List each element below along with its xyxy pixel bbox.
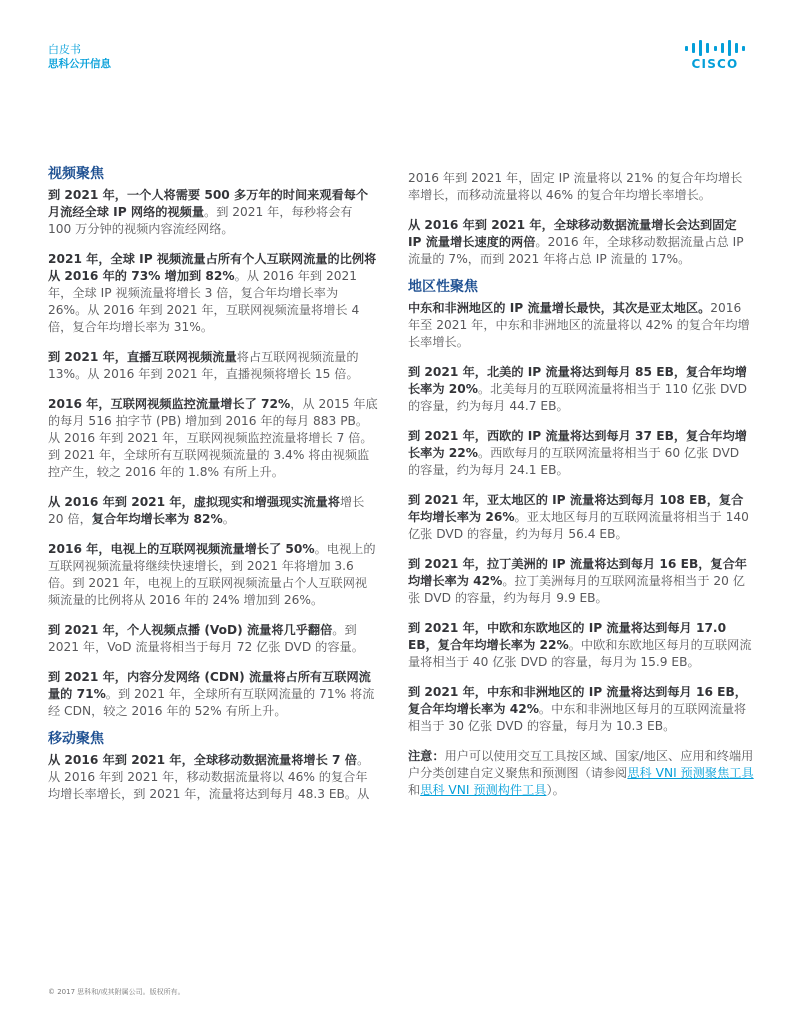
- paragraph: 到 2021 年，亚太地区的 IP 流量将达到每月 108 EB，复合年均增长率为 26%。亚太地区每月的互联网流量将相当于 140 亿张 DVD 的容量，约为每月 56.4 EB。: [408, 493, 749, 541]
- paragraph: 到 2021 年，拉丁美洲的 IP 流量将达到每月 16 EB，复合年均增长率为 42%。拉丁美洲每月的互联网流量将相当于 20 亿张 DVD 的容量，约为每月 9.9 EB。: [408, 557, 747, 605]
- cisco-logo-bars-icon: [685, 40, 745, 56]
- paragraph: 到 2021 年，中欧和东欧地区的 IP 流量将达到每月 17.0 EB，复合年均增长率为 22%。中欧和东欧地区每月的互联网流量将相当于 40 亿张 DVD 的容量，每月为 15.9 EB。: [408, 621, 752, 669]
- paragraph: 到 2021 年，个人视频点播 (VoD) 流量将几乎翻倍。到 2021 年，VoD 流量将相当于每月 72 亿张 DVD 的容量。: [48, 623, 364, 654]
- section-title-video: 视频聚焦: [48, 166, 104, 182]
- section-title-mobile: 移动聚焦: [48, 731, 104, 747]
- paragraph: 从 2016 年到 2021 年，虚拟现实和增强现实流量将增长 20 倍，复合年均增长率为 82%。: [48, 495, 365, 526]
- vni-forecast-highlights-tool-link[interactable]: 思科 VNI 预测聚焦工具: [627, 766, 754, 780]
- paragraph: 2016 年到 2021 年，固定 IP 流量将以 21% 的复合年均增长率增长，而移动流量将以 46% 的复合年均增长率增长。: [408, 171, 743, 202]
- paragraph: 从 2016 年到 2021 年，全球移动数据流量增长会达到固定 IP 流量增长速度的两倍。2016 年，全球移动数据流量占总 IP 流量的 7%，而到 2021 年将占总 IP 流量的 17%。: [408, 218, 744, 266]
- right-column: [408, 170, 754, 812]
- paragraph: 到 2021 年，中东和非洲地区的 IP 流量将达到每月 16 EB，复合年均增长率为 42%。中东和非洲地区每月的互联网流量将相当于 30 亿张 DVD 的容量，每月为 10.3 EB。: [408, 685, 747, 733]
- paragraph: 到 2021 年，内容分发网络 (CDN) 流量将占所有互联网流量的 71%。到 2021 年，全球所有互联网流量的 71% 将流经 CDN，较之 2016 年的 52% 有所上升。: [48, 670, 375, 718]
- vni-forecast-widget-tool-link[interactable]: 思科 VNI 预测构件工具: [420, 783, 547, 797]
- paragraph: 到 2021 年，直播互联网视频流量将占互联网视频流量的 13%。从 2016 年到 2021 年，直播视频将增长 15 倍。: [48, 350, 359, 381]
- section-title-regional: 地区性聚焦: [408, 279, 478, 295]
- paragraph: 中东和非洲地区的 IP 流量增长最快，其次是亚太地区。2016 年至 2021 年，中东和非洲地区的流量将以 42% 的复合年均增长率增长。: [408, 301, 750, 349]
- paragraph: 2021 年，全球 IP 视频流量占所有个人互联网流量的比例将从 2016 年的 73% 增加到 82%。从 2016 年到 2021 年，全球 IP 视频流量将增长 3 倍，复合年均增长率为 26%。从 2016 年到 2021 年，互联网视频流量将增长 4 倍，复合年均增长率为 31%。: [48, 252, 377, 334]
- paragraph: 到 2021 年，一个人将需要 500 多万年的时间来观看每个月流经全球 IP 网络的视频量。到 2021 年，每秒将会有 100 万分钟的视频内容流经网络。: [48, 188, 369, 236]
- cisco-logo-wordmark: CISCO: [691, 57, 739, 71]
- left-column: [48, 163, 378, 816]
- document-classification: 思科公开信息: [48, 58, 111, 70]
- paragraph: 到 2021 年，西欧的 IP 流量将达到每月 37 EB，复合年均增长率为 22%。西欧每月的互联网流量将相当于 60 亿张 DVD 的容量，约为每月 24.1 EB。: [408, 429, 747, 477]
- paragraph: 2016 年，电视上的互联网视频流量增长了 50%。电视上的互联网视频流量将继续快速增长，到 2021 年将增加 3.6 倍。到 2021 年，电视上的互联网视频流量占个人互联网视频流量的比例将从 2016 年的 24% 增加到 26%。: [48, 542, 376, 607]
- copyright-footer: © 2017 思科和/或其附属公司。版权所有。: [48, 988, 185, 996]
- paragraph: 2016 年，互联网视频监控流量增长了 72%，从 2015 年底的每月 516 拍字节 (PB) 增加到 2016 年的每月 883 PB。从 2016 年到 2021 年，互联网视频监控流量将增长 7 倍。到 2021 年，全球所有互联网视频流量的 3.4% 将由视频监控产生，较之 2016 年的 1.8% 有所上升。: [48, 397, 378, 479]
- cisco-logo: [685, 40, 745, 72]
- paragraph: 到 2021 年，北美的 IP 流量将达到每月 85 EB，复合年均增长率为 20%。北美每月的互联网流量将相当于 110 亿张 DVD 的容量，约为每月 44.7 EB。: [408, 365, 747, 413]
- paragraph: 从 2016 年到 2021 年，全球移动数据流量将增长 7 倍。从 2016 年到 2021 年，移动数据流量将以 46% 的复合年均增长率增长，到 2021 年，流量将达到每月 48.3 EB。从: [48, 753, 370, 801]
- note-paragraph: 注意：用户可以使用交互工具按区域、国家/地区、应用和终端用户分类创建自定义聚焦和预测图（请参阅思科 VNI 预测聚焦工具和思科 VNI 预测构件工具）。: [408, 749, 754, 797]
- document-type: 白皮书: [48, 43, 81, 56]
